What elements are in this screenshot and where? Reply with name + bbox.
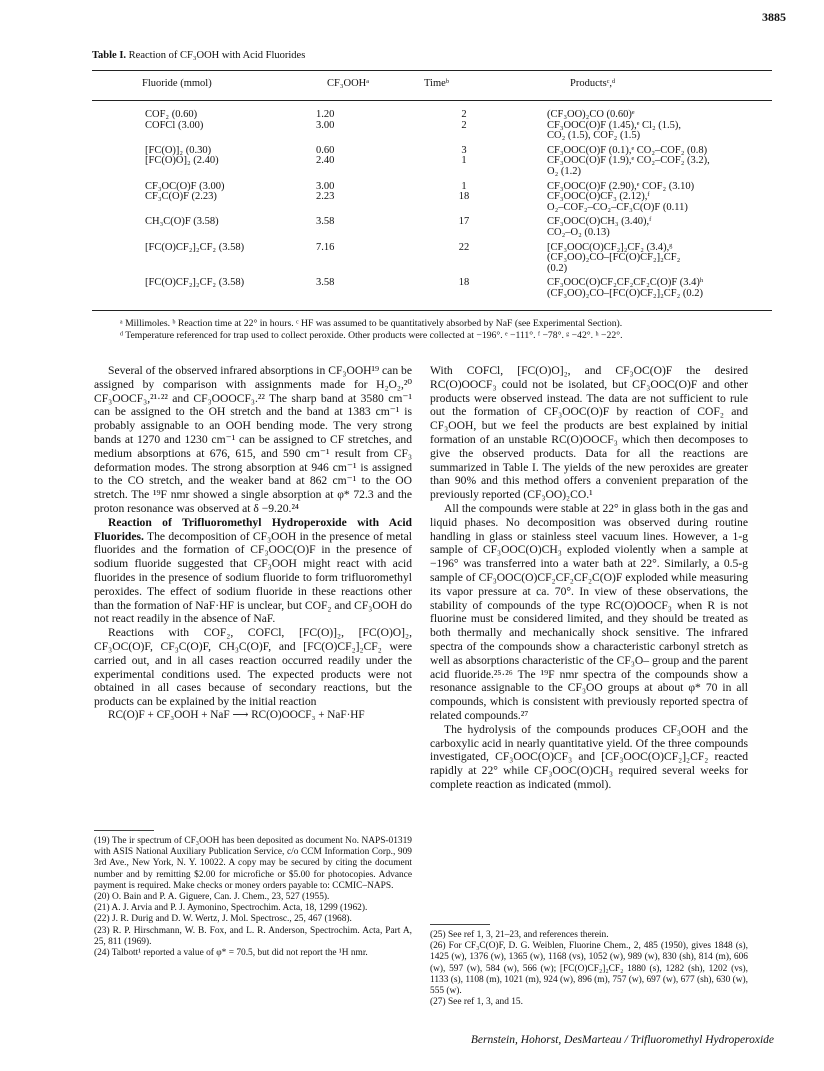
table-row [92, 146, 772, 178]
reference: (20) O. Bain and P. A. Giguere, Can. J. Chem., 23, 527 (1955). [94, 892, 330, 903]
cell-fluoride: [FC(O)CF₂]₂CF₂ (3.58) [145, 241, 245, 253]
cell-cf3ooh: 0.60 2.40 [316, 144, 335, 167]
paragraph: Several of the observed infrared absorptions in CF₃OOH¹⁹ can be assigned by comparison with assignments made for H₂O₂,²⁰ CF₃OOCF₃,²¹·²² and CF₃OOOCF₃.²² The sharp band at 3580 cm⁻¹ can be assigned to the OH stretch and the band at 1383 cm⁻¹ is probably assignable to an OOH bending mode. The very strong bands at 1270 and 1230 cm⁻¹ can be assigned to CF stretches, and medium absorptions at 676, 615, and 590 cm⁻¹ result from CF₃ deformation modes. The strong absorption at 946 cm⁻¹ is assigned to the CO stretch, and the weaker band at 862 cm⁻¹ to the OO stretch. The ¹⁹F nmr showed a single absorption at φ* 72.3 and the proton resonance was observed at δ −9.20.²⁴ [94, 364, 412, 515]
cell-fluoride: CH₃C(O)F (3.58) [145, 216, 219, 228]
cell-time: 1 18 [458, 180, 470, 203]
reference: (25) See ref 1, 3, 21–23, and references therein. [430, 930, 609, 940]
reference: (22) J. R. Durig and D. W. Wertz, J. Mol. Spectrosc., 25, 467 (1968). [94, 914, 352, 925]
page-number: 3885 [762, 10, 786, 24]
cell-products: (CF₃OO)₂CO (0.60)ᵉ CF₃OOC(O)F (1.45),ᵉ Cl₂ (1.5), CO₂ (1.5), COF₂ (1.5) [547, 109, 681, 142]
cell-cf3ooh: 7.16 [316, 241, 335, 253]
header-cf3ooh: CF₃OOHᵃ [327, 78, 370, 89]
header-fluoride: Fluoride (mmol) [142, 78, 212, 89]
cell-cf3ooh: 3.58 [316, 216, 335, 228]
left-references [94, 836, 412, 959]
table-top-rule [92, 70, 772, 71]
cell-products: CF₃OOC(O)F (0.1),ᵉ CO₂–COF₂ (0.8) CF₃OOC(O)F (1.9),ᵉ CO₂–COF₂ (3.2), O₂ (1.2) [547, 144, 710, 177]
right-references [430, 930, 748, 1008]
cell-products: CF₃OOC(O)F (2.90),ᵉ COF₂ (3.10) CF₃OOC(O)CF₃ (2.12),ᶠ O₂–COF₂–CO₂–CF₃C(O)F (0.11) [547, 180, 695, 213]
paragraph: All the compounds were stable at 22° in glass both in the gas and liquid phases. No decomposition was observed during routine handling in glass or stainless steel vacuum lines. However, a 1-g sample of CF₃OOC(O)CH₃ exploded violently when a sample at −196° was transferred into a water bath at 22°. Similarly, a 0.5-g sample of CF₃OOC(O)CF₂CF₂CF₂C(O)F exploded while measuring its vapor pressure at ca. 70°. In view of these observations, the stability of compounds of the type RC(O)OOCF₃ when R is not fluorine must be considered limited, and they should be treated as both thermally and mechanically shock sensitive. The infrared spectra of the compounds show a characteristic carbonyl stretch as well as absorptions characteristic of the CF₃O– group and the parent acid fluoride.²⁵·²⁶ The ¹⁹F nmr spectra of the compounds show a resonance assignable to the CF₃OO groups at about φ* 70 in all compounds, which is consistent with previously reported spectra of related compounds.²⁷ [430, 501, 748, 722]
header-products: Productsᶜ,ᵈ [570, 78, 616, 89]
header-time: Timeᵇ [424, 78, 450, 89]
cell-time: 18 [458, 277, 470, 289]
cell-time: 22 [458, 241, 470, 253]
table-body [92, 110, 772, 304]
table-footnotes [92, 318, 772, 342]
table-caption [92, 50, 305, 61]
cell-time: 2 2 [461, 109, 467, 131]
cell-fluoride: CF₃OC(O)F (3.00) CF₃C(O)F (2.23) [145, 180, 225, 203]
table-row [92, 217, 772, 238]
reference: (23) R. P. Hirschmann, W. B. Fox, and L. R. Anderson, Spectrochim. Acta, Part A, 25, 811 (1969). [94, 925, 412, 947]
running-footer: Bernstein, Hohorst, DesMarteau / Trifluoromethyl Hydroperoxide [470, 1034, 774, 1046]
cell-cf3ooh: 3.58 [316, 277, 335, 289]
table-footnote: ᵃ Millimoles. ᵇ Reaction time at 22° in hours. ᶜ HF was assumed to be quantitatively absorbed by NaF (see Experimental Section). [120, 318, 623, 329]
cell-cf3ooh: 1.20 3.00 [316, 109, 335, 131]
reference: (24) Talbott¹ reported a value of φ* = 70.5, but did not report the ¹H nmr. [94, 948, 368, 959]
cell-time: 17 [458, 216, 470, 228]
cell-products: CF₃OOC(O)CF₂CF₂CF₂C(O)F (3.4)ʰ (CF₃OO)₂CO–[FC(O)CF₂]₂CF₂ (0.2) [547, 277, 704, 299]
cell-fluoride: [FC(O)]₂ (0.30) [FC(O)O]₂ (2.40) [145, 144, 219, 167]
table-row [92, 243, 772, 275]
paragraph: With COFCl, [FC(O)O]₂, and CF₃OC(O)F the desired RC(O)OOCF₃ could not be isolated, but CF₃OOC(O)F and other products were observed instead. The data are not sufficient to rule out the formation of CF₃OOC(O)F by reaction of COF₂ and CF₃OOH, but we feel the products are best explained by initial formation of an unstable RC(O)OOCF₃ which then decomposes to give the observed products. Data for all the reactions are summarized in Table I. The yields of the new peroxides are greater than 90% and this method offers a convenient preparation of the previously reported (CF₃OO)₂CO.¹ [430, 364, 748, 502]
table-label: Table I. [92, 50, 127, 61]
reference: (27) See ref 1, 3, and 15. [430, 997, 523, 1008]
paragraph [94, 516, 412, 626]
left-column [94, 364, 412, 723]
table-row [92, 278, 772, 299]
section-heading: Reaction of Trifluoromethyl Hydroperoxide with Acid Fluorides. [94, 515, 412, 543]
reference: (21) A. J. Arvia and P. J. Aymonino, Spectrochim. Acta, 18, 1299 (1962). [94, 903, 368, 914]
reaction-equation: RC(O)F + CF₃OOH + NaF ⟶ RC(O)OOCF₃ + NaF·HF [108, 708, 365, 721]
reference: (26) For CF₃C(O)F, D. G. Weiblen, Fluorine Chem., 2, 485 (1950), gives 1848 (s), 1425 (w), 1376 (w), 1365 (w), 1168 (vs), 1052 (w), 989 (w), 830 (sh), 814 (m), 606 (w), 597 (w), 584 (w), 566 (w); [FC(O)CF₂]₂CF₂ 1880 (s), 1282 (sh), 1202 (vs), 1133 (s), 1108 (m), 1021 (m), 924 (w), 896 (m), 757 (w), 697 (w), 677 (sh), 630 (w), 555 (w). [430, 941, 749, 997]
paragraph: The hydrolysis of the compounds produces CF₃OOH and the carboxylic acid in nearly quantitative yield. Of the three compounds investigated, CF₃OOC(O)CF₃ and [CF₃OOC(O)CF₂]₂CF₂ reacted rapidly at 22° while CF₃OOC(O)CH₃ required several weeks for complete reaction as indicated (mmol). [430, 722, 748, 791]
table-header-rule [92, 100, 772, 101]
table-footnote: ᵈ Temperature referenced for trap used to collect peroxide. Other products were collected at −196°. ᵉ −111°. ᶠ −78°. ᵍ −42°. ʰ −22°. [120, 330, 623, 341]
paragraph-text: The decomposition of CF₃OOH in the presence of metal fluorides and the formation of CF₃OOC(O)F in the presence of sodium fluoride suggested that CF₃OOH might react with acid fluorides in the presence of sodium fluoride to form trifluoromethyl peroxides. The effect of sodium fluoride in these reactions other than the formation of NaF·HF is unclear, but COF₂ and CF₃OOH do not react readily in the absence of NaF. [94, 529, 412, 626]
paragraph: Reactions with COF₂, COFCl, [FC(O)]₂, [FC(O)O]₂, CF₃OC(O)F, CF₃C(O)F, CH₃C(O)F, and [FC(O)CF₂]₂CF₂ were carried out, and in all cases reaction occurred readily under the experimental conditions used. The expected products were not obtained in all cases because of secondary reactions, but the products can be explained by the initial reaction [94, 626, 412, 709]
table-title: Reaction of CF₃OOH with Acid Fluorides [128, 50, 306, 61]
right-column [430, 364, 748, 792]
cell-fluoride: [FC(O)CF₂]₂CF₂ (3.58) [145, 277, 245, 289]
footnote-divider [430, 924, 490, 925]
table-row [92, 182, 772, 214]
reference: (19) The ir spectrum of CF₃OOH has been deposited as document No. NAPS-01319 with ASIS National Auxiliary Publication Service, c/o CCM Information Corp., 909 3rd Ave., New York, N. Y. 10022. A copy may be secured by citing the document number and by remitting $2.00 for microfiche or $5.00 for photocopies. Advance payment is required. Make checks or money orders payable to: CCMIC–NAPS. [94, 836, 412, 891]
cell-time: 3 1 [461, 144, 467, 167]
cell-cf3ooh: 3.00 2.23 [316, 180, 335, 203]
cell-fluoride: COF₂ (0.60) COFCl (3.00) [145, 109, 204, 131]
footnote-divider [94, 830, 154, 831]
cell-products: [CF₃OOC(O)CF₂]₂CF₂ (3.4),ᵍ (CF₃OO)₂CO–[FC(O)CF₂]₂CF₂ (0.2) [547, 241, 681, 274]
table-row [92, 110, 772, 142]
table-bottom-rule [92, 310, 772, 311]
cell-products: CF₃OOC(O)CH₃ (3.40),ᶠ CO₂–O₂ (0.13) [547, 216, 652, 238]
